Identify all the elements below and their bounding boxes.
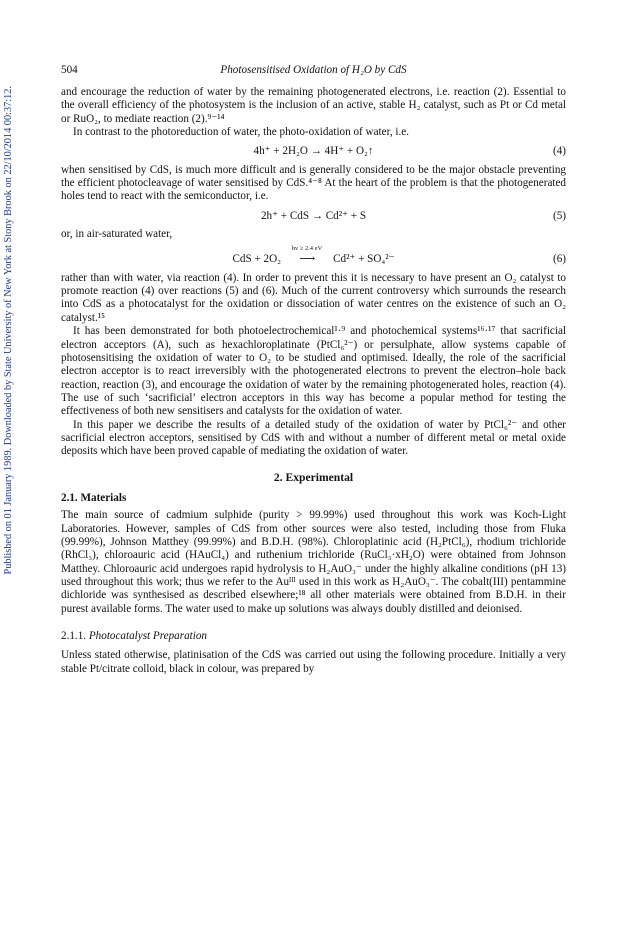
paragraph-5: rather than with water, via reaction (4). In order to prevent this it is necessary to have present an O₂ catalyst to promote reaction (4) over reactions (5) and (6). Much of the current controversy which surrounds the research into CdS as a photocatalyst for the oxidation or dissociation of water centres on the existence of such an O₂ catalyst.¹⁵: [61, 271, 566, 324]
subsubsection-heading-photocatalyst: [61, 630, 566, 643]
subsubsection-number: 2.1.1.: [61, 630, 87, 643]
download-notice-text: Published on 01 January 1989. Downloaded by State University of New York at Stony Brook on 22/10/2014 00:37:12.: [3, 86, 14, 575]
download-notice: [0, 86, 18, 606]
equation-5-number: (5): [553, 209, 566, 222]
equation-4-expression: 4h⁺ + 2H₂O → 4H⁺ + O₂↑: [253, 145, 374, 158]
subsubsection-title: Photocatalyst Preparation: [88, 630, 207, 643]
paragraph-2: In contrast to the photoreduction of water, the photo-oxidation of water, i.e.: [73, 126, 410, 139]
equation-4: [61, 145, 566, 158]
journal-page: [61, 64, 566, 676]
reaction-arrow: [281, 245, 333, 266]
section-heading-experimental: 2. Experimental: [273, 470, 354, 484]
arrow-icon: ⟶: [299, 253, 316, 266]
paragraph-1: and encourage the reduction of water by the remaining photogenerated electrons, i.e. reaction (2). Essential to the overall efficiency of the photosystem is the inclusion of an active, stable H₂ catalyst, such as Pt or Cd metal or RuO₂, to mediate reaction (2).⁹⁻¹⁴: [61, 86, 566, 125]
paragraph-7: In this paper we describe the results of a detailed study of the oxidation of water by PtCl₆²⁻ and other sacrificial electron acceptors, sensitised by CdS with and without a number of different metal or metal oxide deposits which have been proved capable of mediating the oxidation of water.: [61, 418, 566, 458]
equation-5: [61, 210, 566, 223]
reaction-condition: hν ≥ 2.4 eV: [291, 245, 323, 253]
paragraph-6: It has been demonstrated for both photoelectrochemical¹·⁹ and photochemical systems¹⁶·¹⁷ that sacrificial electron acceptors (A), such as hexachloroplatinate (PtCl₆²⁻) or persulphate, allow systems capable of photosensitising the oxidation of water to O₂ to be studied and optimised. Ideally, the role of the sacrificial electron acceptor is to react irreversibly with the photogenerated electrons to prevent the electron–hole back reaction, reaction (3), and encourage the oxidation of water by the remaining photogenerated holes, reaction (4). The use of such ‘sacrificial’ electron acceptors in this way has become a popular method for testing the effectiveness of both new sensitisers and catalysts for the oxidation of water.: [61, 325, 566, 418]
equation-4-number: (4): [553, 145, 566, 158]
running-header: [61, 64, 566, 82]
running-title: Photosensitised Oxidation of H₂O by CdS: [220, 64, 407, 76]
subsection-heading-materials: 2.1. Materials: [61, 491, 127, 504]
equation-5-expression: 2h⁺ + CdS → Cd²⁺ + S: [260, 209, 367, 222]
paragraph-4: or, in air-saturated water,: [61, 228, 173, 241]
equation-6-number: (6): [553, 253, 566, 266]
paragraph-9: Unless stated otherwise, platinisation of the CdS was carried out using the following procedure. Initially a very stable Pt/citrate colloid, black in colour, was prepared by: [61, 649, 566, 675]
equation-6-rhs: Cd²⁺ + SO₄²⁻: [333, 253, 395, 266]
equation-6-lhs: CdS + 2O₂: [232, 253, 282, 266]
paragraph-3: when sensitised by CdS, is much more difficult and is generally considered to be the major obstacle preventing the efficient photocleavage of water sensitised by CdS.⁴⁻⁸ At the heart of the problem is that the photogenerated holes tend to react with the semiconductor, i.e.: [61, 163, 566, 203]
paragraph-8: The main source of cadmium sulphide (purity > 99.99%) used throughout this work was Koch-Light Laboratories. However, samples of CdS from other sources were also tested, including those from Fluka (99.99%), Johnson Matthey (99.99%) and B.D.H. (98%). Chloroplatinic acid (H₂PtCl₆), rhodium trichloride (RhCl₃), chloroauric acid (HAuCl₄) and ruthenium trichloride (RuCl₃·xH₂O) were obtained from Johnson Matthey. Chloroauric acid undergoes rapid hydrolysis to H₂AuO₃⁻ under the highly alkaline conditions (pH 13) used throughout this work; thus we refer to the Auᴵᴵᴵ used in this work as H₂AuO₃⁻. The cobalt(III) pentammine dichloride was synthesised as described elsewhere;¹⁸ all other materials were obtained from B.D.H. in their purest available forms. The water used to make up solutions was always doubly distilled and deionised.: [61, 509, 566, 615]
page-number: 504: [61, 64, 78, 76]
equation-6: [61, 245, 566, 266]
